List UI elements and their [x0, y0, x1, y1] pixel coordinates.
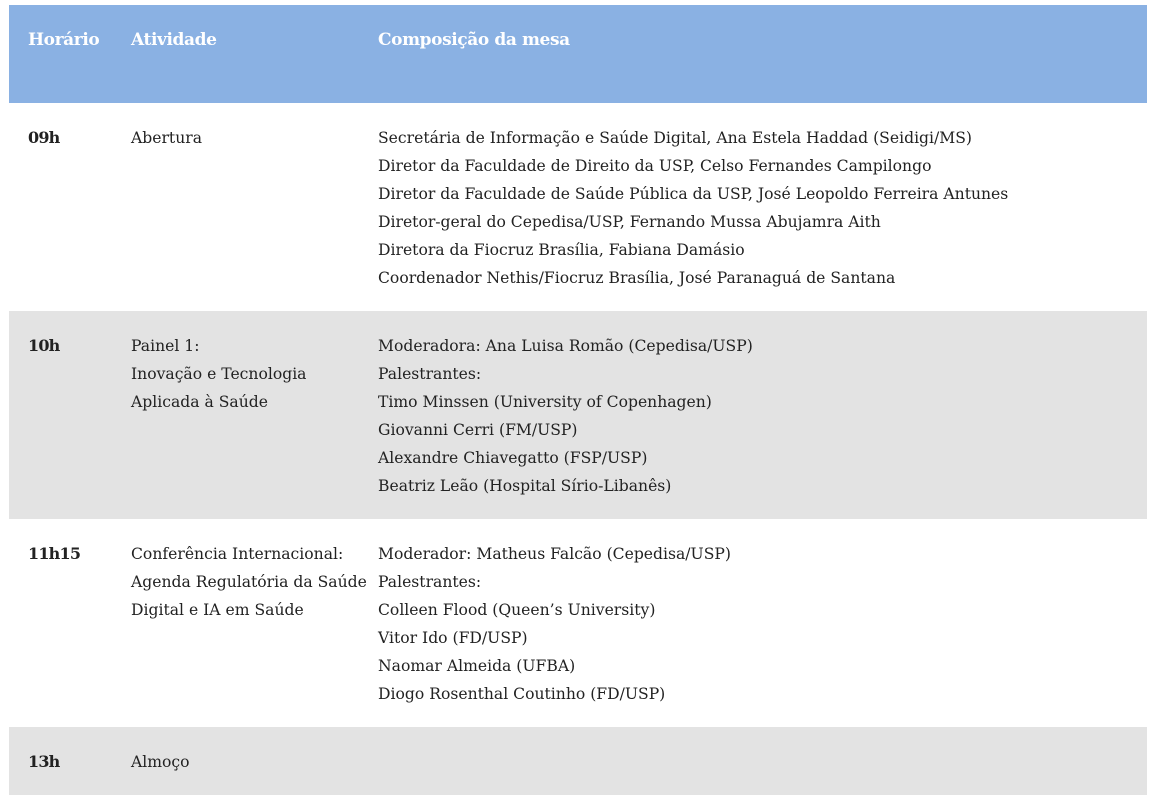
header-composition: Composição da mesa	[378, 30, 570, 50]
row-time: 10h	[28, 336, 60, 355]
composition-line: Beatriz Leão (Hospital Sírio-Libanês)	[378, 477, 672, 495]
row-time: 13h	[28, 752, 60, 771]
row-time: 11h15	[28, 544, 81, 563]
composition-line: Diretor da Faculdade de Direito da USP, Celso Fernandes Campilongo	[378, 157, 932, 175]
composition-line: Coordenador Nethis/Fiocruz Brasília, José Paranaguá de Santana	[378, 269, 896, 287]
header-time: Horário	[28, 30, 100, 50]
composition-line: Timo Minssen (University of Copenhagen)	[378, 393, 712, 411]
composition-line: Secretária de Informação e Saúde Digital, Ana Estela Haddad (Seidigi/MS)	[378, 129, 973, 147]
row-composition	[359, 332, 1147, 519]
composition-line: Alexandre Chiavegatto (FSP/USP)	[378, 449, 648, 467]
activity-line: Aplicada à Saúde	[131, 393, 268, 411]
table-header	[9, 5, 1147, 103]
composition-line: Palestrantes:	[378, 365, 482, 383]
row-composition	[359, 124, 1147, 311]
table-row	[9, 519, 1147, 727]
composition-line: Vitor Ido (FD/USP)	[378, 629, 528, 647]
activity-line: Inovação e Tecnologia	[131, 365, 307, 383]
composition-line: Palestrantes:	[378, 573, 482, 591]
composition-line: Diretora da Fiocruz Brasília, Fabiana Damásio	[378, 241, 745, 259]
composition-line: Moderador: Matheus Falcão (Cepedisa/USP)	[378, 545, 731, 563]
row-activity	[112, 124, 359, 311]
composition-line: Colleen Flood (Queen’s University)	[378, 601, 656, 619]
row-composition	[359, 540, 1147, 727]
activity-line: Abertura	[131, 129, 202, 147]
header-activity: Atividade	[131, 30, 217, 50]
composition-line: Naomar Almeida (UFBA)	[378, 657, 576, 675]
activity-line: Conferência Internacional:	[131, 545, 344, 563]
activity-line: Digital e IA em Saúde	[131, 601, 304, 619]
row-activity	[112, 748, 359, 795]
table-row	[9, 103, 1147, 311]
schedule-table	[9, 5, 1147, 795]
table-row	[9, 311, 1147, 519]
composition-line: Moderadora: Ana Luisa Romão (Cepedisa/USP)	[378, 337, 753, 355]
composition-line: Diogo Rosenthal Coutinho (FD/USP)	[378, 685, 666, 703]
composition-line: Diretor-geral do Cepedisa/USP, Fernando Mussa Abujamra Aith	[378, 213, 881, 231]
row-activity	[112, 332, 359, 519]
row-activity	[112, 540, 367, 727]
composition-line: Giovanni Cerri (FM/USP)	[378, 421, 578, 439]
activity-line: Agenda Regulatória da Saúde	[131, 573, 367, 591]
activity-line: Painel 1:	[131, 337, 200, 355]
row-composition	[359, 748, 1147, 795]
composition-line: Diretor da Faculdade de Saúde Pública da USP, José Leopoldo Ferreira Antunes	[378, 185, 1009, 203]
activity-line: Almoço	[131, 753, 190, 771]
table-row	[9, 727, 1147, 795]
row-time: 09h	[28, 128, 60, 147]
